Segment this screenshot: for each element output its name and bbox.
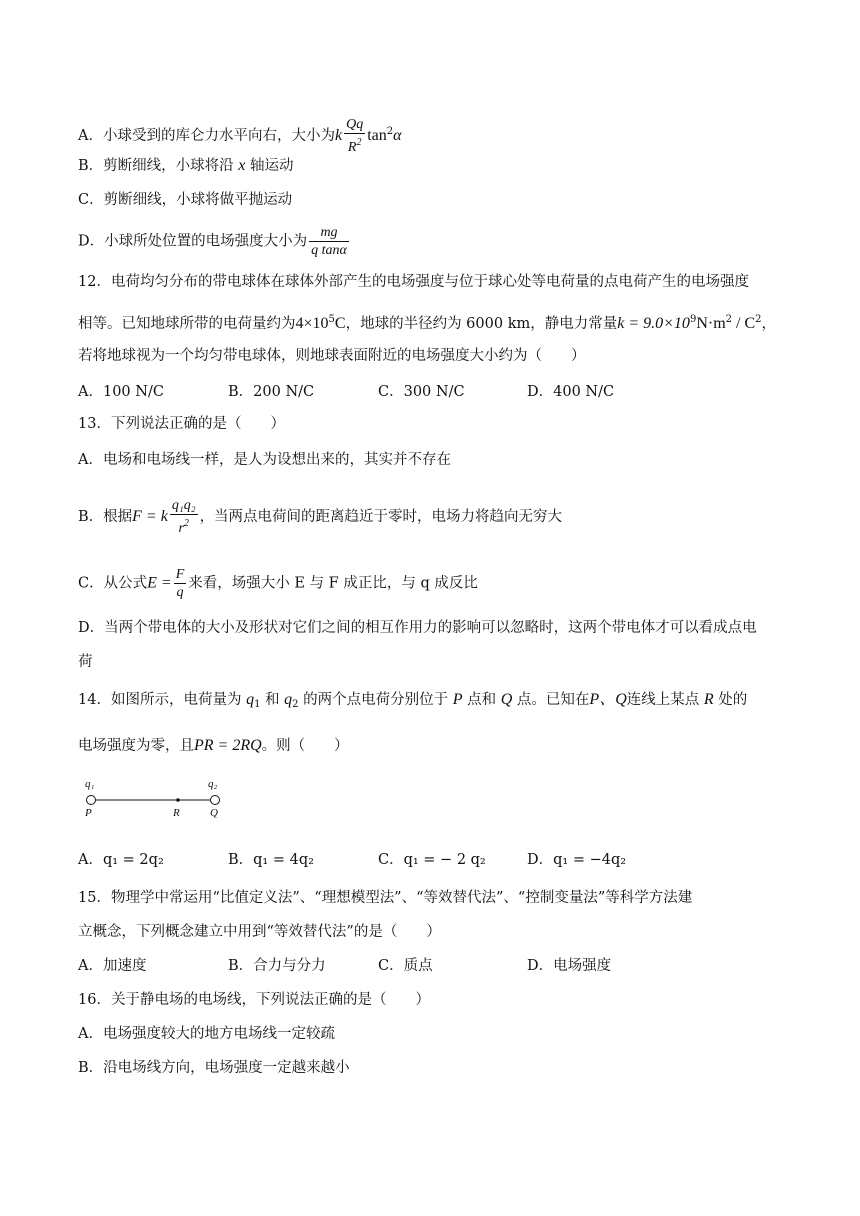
- q12-stem-line3: 若将地球视为一个均匀带电球体，则地球表面附近的电场强度大小约为（ ）: [78, 348, 586, 364]
- q14-option-a: A．q₁ = 2q₂: [78, 852, 164, 868]
- q12-stem-line1: 12．电荷均匀分布的带电球体在球体外部产生的电场强度与位于球心处等电荷量的点电荷产生的电场强度: [78, 274, 749, 290]
- q13-option-a: A．电场和电场线一样，是人为设想出来的，其实并不存在: [78, 452, 451, 468]
- q15-stem-line2: 立概念，下列概念建立中用到“等效替代法”的是（ ）: [78, 924, 441, 940]
- q12-option-b: B．200 N/C: [228, 384, 315, 400]
- q12-stem-line2: 相等。已知地球所带的电荷量约为$4\times 10^5C$，地球的半径约为 6000 km，静电力常量$k = 9.0\times 10^9N\cdot m^2 / C^2$，: [78, 314, 777, 332]
- q13-option-d-line2: 荷: [78, 654, 93, 670]
- diagram-label-p: P: [85, 807, 92, 819]
- q11-option-a: A．小球受到的库仑力水平向右，大小为k $\frac{Qq}{R^2}$ $\tan^2\alpha$: [78, 117, 402, 155]
- q11-option-b: B．剪断细线，小球将沿 x 轴运动: [78, 157, 294, 174]
- q16-stem: 16．关于静电场的电场线，下列说法正确的是（ ）: [78, 992, 430, 1008]
- q12-option-a: A．100 N/C: [78, 384, 164, 400]
- q15-option-b: B．合力与分力: [228, 958, 326, 974]
- q16-option-a: A．电场强度较大的地方电场线一定较疏: [78, 1026, 335, 1042]
- charge-q2-circle: [211, 796, 220, 805]
- q13-option-b: B．根据F = k $\frac{\text{q₁q₂}}{r^2}$ ，当两点电荷间的距离趋近于零时，电场力将趋向无穷大: [78, 498, 563, 536]
- q12-option-d: D．400 N/C: [527, 384, 615, 400]
- q13-stem: 13．下列说法正确的是（ ）: [78, 416, 285, 432]
- q11-option-d: D．小球所处位置的电场强度大小为 $\frac{mg}{\text{q tanα}}$: [78, 225, 347, 258]
- diagram-label-q2: q₂: [208, 778, 218, 790]
- q13-option-c: C．从公式E = $\frac{F}{q}$ 来看，场强大小 E 与 F 成正比，与 q 成反比: [78, 567, 478, 600]
- q14-diagram: [80, 774, 240, 824]
- diagram-label-q1: q₁: [85, 778, 95, 790]
- q14-option-b: B．q₁ = 4q₂: [228, 852, 314, 868]
- q15-stem-line1: 15．物理学中常运用“比值定义法”、“理想模型法”、“等效替代法”、“控制变量法”等科学方法建: [78, 890, 693, 906]
- q15-option-a: A．加速度: [78, 958, 147, 974]
- charge-q1-circle: [87, 796, 96, 805]
- q16-option-b: B．沿电场线方向，电场强度一定越来越小: [78, 1060, 350, 1076]
- q15-option-c: C．质点: [378, 958, 433, 974]
- q14-stem-line1: 14．如图所示，电荷量为 $q_1$ 和 $q_2$ 的两个点电荷分别位于 P 点和 Q 点。已知在P、Q连线上某点 R 处的: [78, 691, 748, 710]
- q11-option-c: C．剪断细线，小球将做平抛运动: [78, 192, 293, 208]
- diagram-label-r: R: [173, 807, 180, 819]
- q13-option-d-line1: D．当两个带电体的大小及形状对它们之间的相互作用力的影响可以忽略时，这两个带电体才可以看成点电: [78, 620, 757, 636]
- diagram-label-q: Q: [210, 807, 218, 819]
- q14-stem-line2: 电场强度为零，且PR = 2RQ。则（ ）: [78, 737, 349, 754]
- q14-option-c: C．q₁ = − 2 q₂: [378, 852, 486, 868]
- q12-option-c: C．300 N/C: [378, 384, 465, 400]
- q15-option-d: D．电场强度: [527, 958, 612, 974]
- point-r-dot: [176, 798, 180, 802]
- q14-option-d: D．q₁ = −4q₂: [527, 852, 627, 868]
